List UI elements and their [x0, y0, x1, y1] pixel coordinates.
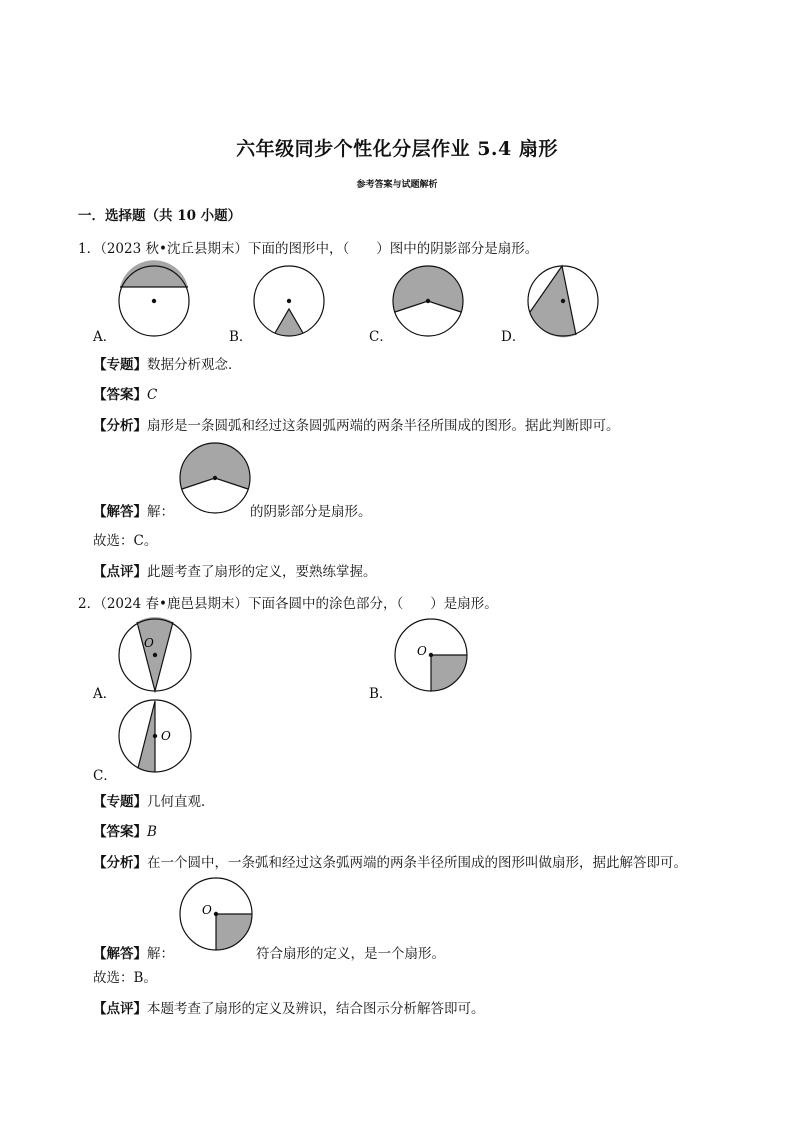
q2-stem: 2．（2024 春•鹿邑县期末）下面各圆中的涂色部分，（ ）是扇形。	[78, 596, 498, 612]
q1-figure-a	[117, 264, 191, 338]
q1-solution: 【解答】解：	[93, 504, 174, 520]
q2-figure-b	[393, 617, 469, 693]
q2-figure-a	[117, 617, 193, 693]
q2-topic: 【专题】几何直观．	[93, 794, 215, 810]
q2-solution-center-label: O	[202, 903, 212, 917]
q1-option-c: C．	[369, 329, 393, 345]
q1-choice: 故选：C。	[93, 533, 158, 549]
q2-option-a: A．	[93, 686, 117, 702]
section-heading: 一．选择题（共 10 小题）	[78, 208, 242, 224]
q1-answer: 【答案】C	[93, 387, 158, 403]
q1-stem: 1．（2023 秋•沈丘县期末）下面的图形中，（ ）图中的阴影部分是扇形。	[78, 241, 539, 257]
q2-b-center-label: O	[417, 644, 427, 658]
q1-option-a: A．	[93, 329, 117, 345]
q1-figure-b	[252, 264, 326, 338]
q2-answer: 【答案】B	[93, 824, 157, 840]
q1-option-b: B．	[229, 329, 253, 345]
q2-a-center-label: O	[144, 636, 154, 650]
q2-analysis: 【分析】在一个圆中，一条弧和经过这条弧两端的两条半径所围成的图形叫做扇形，据此解答即可。	[93, 855, 687, 871]
q2-option-b: B．	[369, 686, 393, 702]
q2-option-c: C．	[93, 768, 117, 784]
q2-figure-c	[117, 698, 193, 774]
q1-topic: 【专题】数据分析观念．	[93, 357, 242, 373]
q1-comment: 【点评】此题考查了扇形的定义，要熟练掌握。	[93, 564, 377, 580]
q2-solution: 【解答】解：	[93, 946, 174, 962]
q1-a-shaded-segment	[120, 260, 188, 287]
q2-c-center-label: O	[161, 729, 171, 743]
q2-comment: 【点评】本题考查了扇形的定义及辨识，结合图示分析解答即可。	[93, 1001, 485, 1017]
q2-solution-text: 符合扇形的定义，是一个扇形。	[256, 946, 445, 962]
q1-analysis: 【分析】扇形是一条圆弧和经过这条圆弧两端的两条半径所围成的图形。据此判断即可。	[93, 418, 620, 434]
page-subtitle: 参考答案与试题解析	[356, 180, 438, 190]
q1-figure-d	[526, 264, 600, 338]
q2-choice: 故选：B。	[93, 970, 157, 986]
q1-figure-c	[391, 264, 465, 338]
q1-solution-text: 的阴影部分是扇形。	[250, 504, 372, 520]
q1-solution-figure	[178, 441, 252, 515]
page-title: 六年级同步个性化分层作业 5.4 扇形	[236, 138, 558, 160]
q2-solution-figure	[178, 876, 254, 952]
q1-option-d: D．	[501, 329, 526, 345]
